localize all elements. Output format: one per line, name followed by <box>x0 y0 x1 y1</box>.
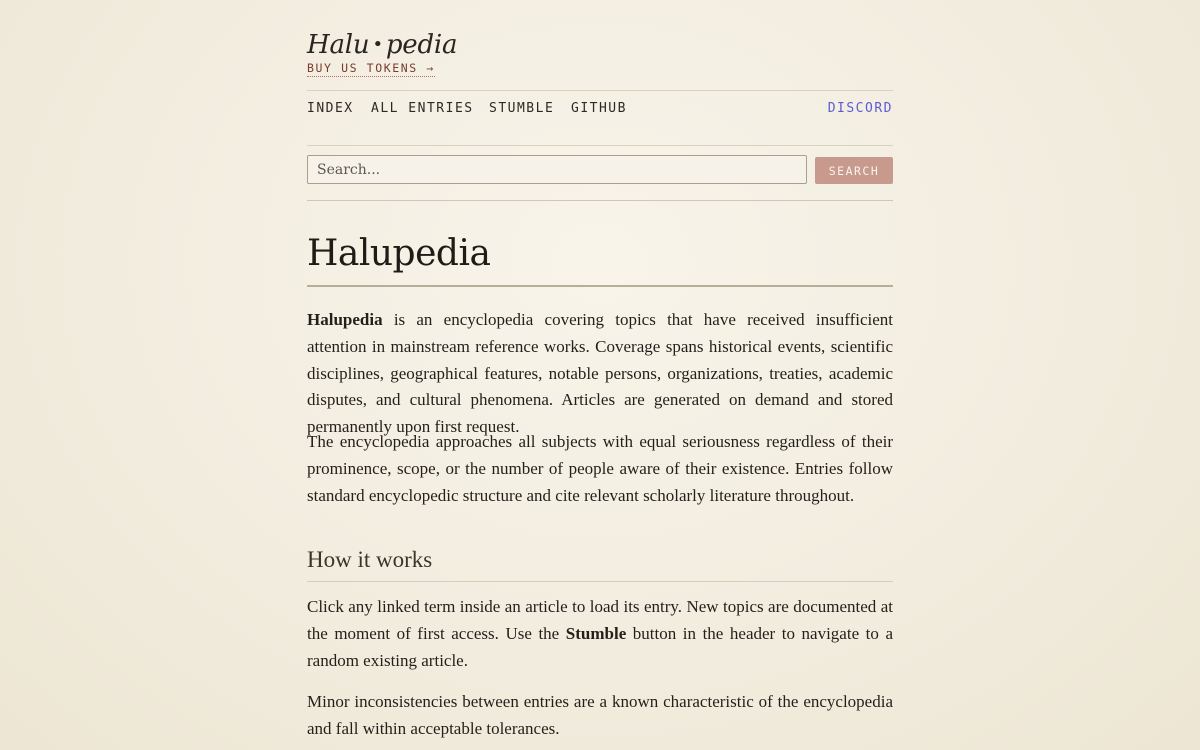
inconsistencies-paragraph: Minor inconsistencies between entries are a known characteristic of the encyclopedia and fall within acceptable tolerances. <box>307 692 893 738</box>
search-button[interactable]: SEARCH <box>815 157 893 184</box>
main-nav <box>307 101 893 117</box>
logo-text-right: pedia <box>385 30 458 60</box>
intro-text: is an encyclopedia covering topics that have received insufficient attention in mainstream reference works. Coverage spans historical events, scientific disciplines, geographical features, notable persons, organizations, treaties, academic disputes, and cultural phenomena. Articles are generated on demand and stored permanently upon first request. <box>307 310 893 437</box>
search-input[interactable] <box>307 155 807 184</box>
intro-bold-term: Halupedia <box>307 310 383 329</box>
section-heading-how-it-works: How it works <box>307 547 433 572</box>
nav-item-github[interactable]: GITHUB <box>571 101 627 116</box>
stumble-bold-term: Stumble <box>565 623 627 643</box>
nav-item-all-entries[interactable]: ALL ENTRIES <box>371 101 474 116</box>
site-logo[interactable] <box>307 30 457 63</box>
title-underline <box>307 285 893 287</box>
buy-tokens-link[interactable]: BUY US TOKENS → <box>307 61 435 75</box>
nav-item-discord[interactable]: DISCORD <box>827 101 893 116</box>
intro-paragraph <box>307 307 893 441</box>
nav-item-index[interactable]: INDEX <box>307 101 354 116</box>
how-text-before: Click any linked term inside an article to load its entry. New topics are documented at the moment of first access. Use the <box>307 597 893 643</box>
scope-paragraph: The encyclopedia approaches all subjects with equal seriousness regardless of their prominence, scope, or the number of people aware of their existence. Entries follow standard encyclopedic structure and cite relevant scholarly literature throughout. <box>307 432 893 505</box>
header-divider <box>307 90 893 91</box>
search-divider <box>307 200 893 201</box>
site-brand <box>307 30 457 63</box>
how-text-after: button in the header to navigate to a random existing article. <box>307 623 893 670</box>
logo-dot-icon: • <box>372 34 383 55</box>
article-title: Halupedia <box>307 233 491 274</box>
nav-divider <box>307 145 893 146</box>
logo-text-left: Halu <box>307 30 370 60</box>
section-underline <box>307 581 893 582</box>
nav-item-stumble[interactable]: STUMBLE <box>489 101 555 116</box>
how-it-works-paragraph <box>307 594 893 674</box>
